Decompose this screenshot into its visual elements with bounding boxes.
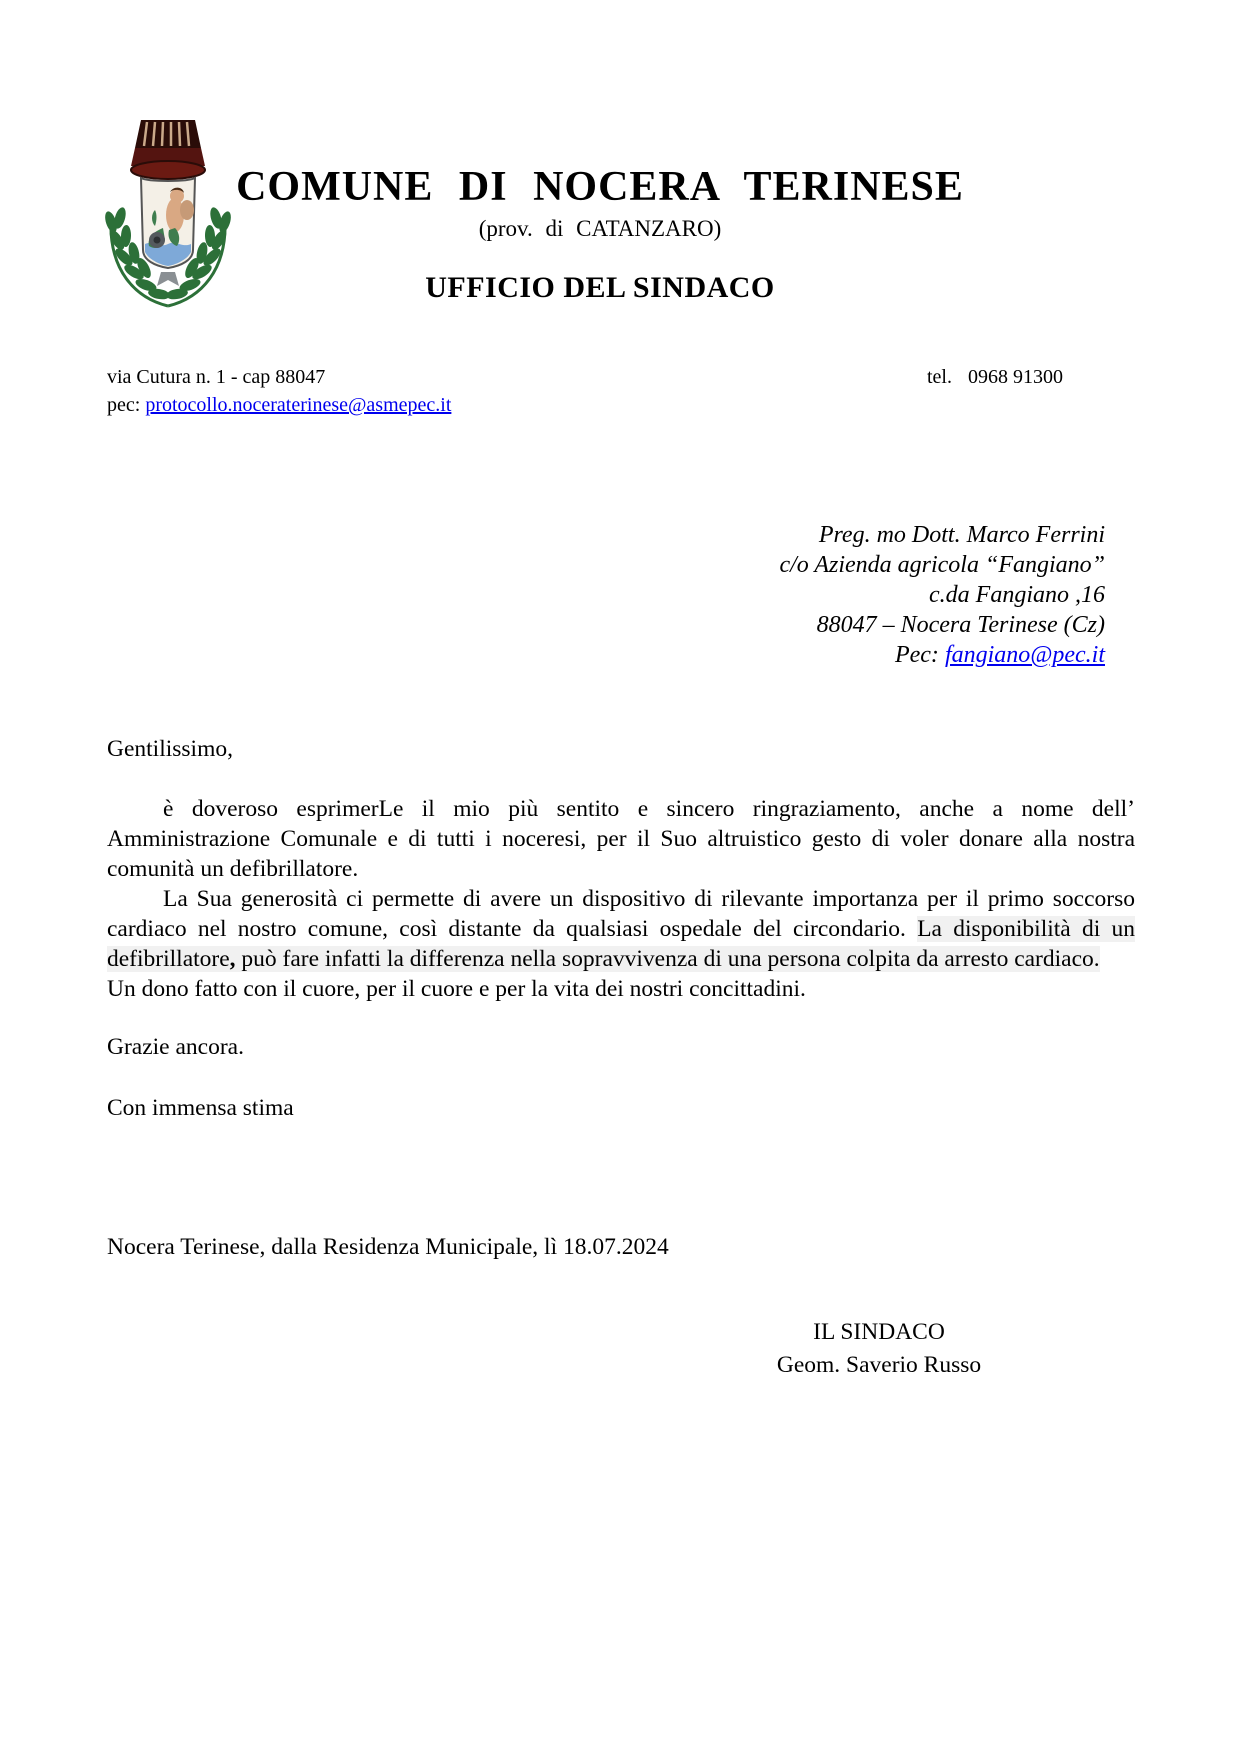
paragraph-generosity: La Sua generosità ci permette di avere un dispositivo di rilevante importanza per il primo soccorso cardiaco nel nostro comune, così distante da qualsiasi ospedale del circondario. La disponibilità di un defibrillatore, può fare infatti la differenza nella sopravvivenza di una persona colpita da arresto cardiaco. — [107, 886, 1135, 972]
signature-block — [679, 1316, 1079, 1382]
recipient-city: 88047 – Nocera Terinese (Cz) — [816, 612, 1105, 638]
coat-of-arms-icon — [97, 110, 239, 318]
letterhead — [235, 163, 965, 305]
thanks-line: Grazie ancora. — [107, 1034, 244, 1060]
contact-strip — [107, 363, 1135, 419]
recipient-pec-line: Pec: fangiano@pec.it — [894, 642, 1105, 668]
closing-line: Con immensa stima — [107, 1095, 294, 1121]
recipient-name: Preg. mo Dott. Marco Ferrini — [818, 522, 1105, 548]
recipient-company: c/o Azienda agricola “Fangiano” — [779, 552, 1105, 578]
paragraph-thanks: è doveroso esprimerLe il mio più sentito e sincero ringraziamento, anche a nome dell’ Amministrazione Comunale e di tutti i noceresi, per il Suo altruistico gesto di voler donare alla nostra comunità un defibrillatore. — [107, 796, 1135, 882]
street-address: via Cutura n. 1 - cap 88047 — [107, 366, 326, 388]
letter-body — [107, 520, 1135, 1382]
paragraph-gift: Un dono fatto con il cuore, per il cuore e per la vita dei nostri concittadini. — [107, 976, 806, 1002]
recipient-block — [107, 520, 1105, 670]
recipient-street: c.da Fangiano ,16 — [929, 582, 1105, 608]
office-title: UFFICIO DEL SINDACO — [425, 271, 775, 304]
municipality-title: COMUNE DI NOCERA TERINESE — [236, 164, 964, 210]
highlighted-text: La disponibilità di un defibrillatore, può fare infatti la differenza nella sopravvivenza di una persona colpita da arresto cardiaco. — [107, 916, 1135, 972]
salutation: Gentilissimo, — [107, 736, 233, 762]
date-line: Nocera Terinese, dalla Residenza Municipale, lì 18.07.2024 — [107, 1234, 669, 1260]
pec-label: pec: — [107, 394, 146, 416]
telephone-number: 0968 91300 — [968, 366, 1063, 388]
signature-name: Geom. Saverio Russo — [776, 1352, 982, 1378]
province-subtitle: (prov. di CATANZARO) — [478, 216, 722, 241]
municipality-pec-link[interactable]: protocollo.noceraterinese@asmepec.it — [145, 394, 452, 416]
telephone: tel. 0968 91300 — [927, 366, 1063, 388]
signature-title: IL SINDACO — [813, 1319, 945, 1345]
recipient-pec-link[interactable]: fangiano@pec.it — [944, 642, 1105, 668]
